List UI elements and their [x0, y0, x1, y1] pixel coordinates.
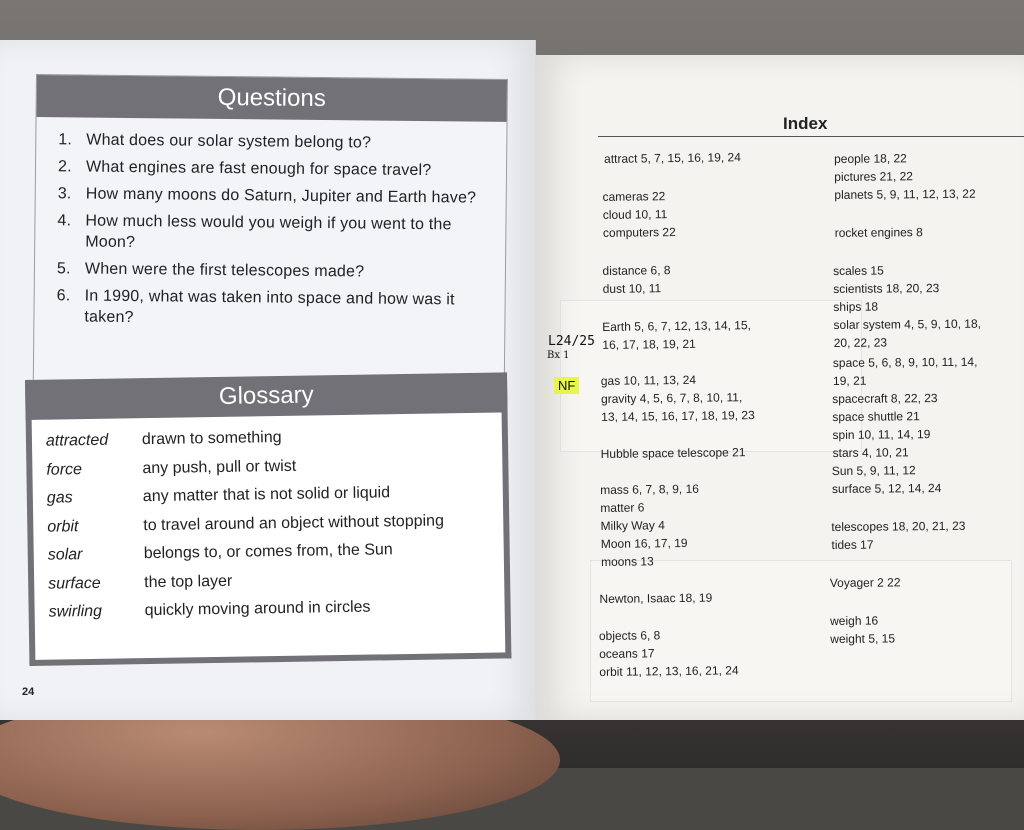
question-number: 6.	[56, 287, 71, 305]
index-entry: objects 6, 8	[598, 628, 661, 643]
glossary-box	[25, 372, 511, 666]
glossary-definition: any matter that is not solid or liquid	[142, 484, 391, 506]
glossary-entries	[32, 413, 505, 628]
index-entry: tides 17	[831, 537, 874, 552]
question-item	[58, 129, 496, 155]
index-entry: cameras 22	[602, 189, 666, 204]
question-text: When were the first telescopes made?	[84, 260, 365, 281]
index-entry: gravity 4, 5, 6, 7, 8, 10, 11,	[600, 390, 743, 406]
index-entry: 20, 22, 23	[833, 335, 888, 350]
index-rule	[598, 136, 1024, 137]
glossary-entry	[34, 591, 504, 627]
index-entry: ships 18	[833, 299, 879, 314]
page-number: 24	[22, 686, 35, 698]
index-entry: matter 6	[600, 500, 645, 515]
glossary-term: surface	[48, 574, 101, 593]
question-number: 1.	[58, 131, 73, 149]
question-text: How much less would you weigh if you went to the Moon?	[85, 212, 452, 252]
index-entry: stars 4, 10, 21	[832, 445, 909, 460]
index-entry: computers 22	[602, 225, 676, 240]
index-entry: scales 15	[832, 263, 884, 278]
index-entry: scientists 18, 20, 23	[833, 281, 940, 296]
index-entry: Newton, Isaac 18, 19	[599, 590, 713, 606]
index-entry: distance 6, 8	[602, 263, 671, 278]
question-item	[57, 258, 495, 284]
index-entry: mass 6, 7, 8, 9, 16	[600, 481, 699, 497]
index-entry: Voyager 2 22	[829, 575, 901, 590]
question-item	[58, 183, 496, 209]
index-entry: cloud 10, 11	[602, 207, 668, 222]
index-entry: Sun 5, 9, 11, 12	[831, 463, 916, 478]
index-entry: moons 13	[600, 554, 654, 569]
index-entry: dust 10, 11	[602, 281, 662, 296]
index-entry: spin 10, 11, 14, 19	[832, 427, 931, 442]
question-number: 4.	[57, 212, 72, 230]
index-entry: 19, 21	[832, 373, 867, 388]
index-entry: weight 5, 15	[830, 631, 896, 646]
glossary-definition: belongs to, or comes from, the Sun	[143, 541, 393, 563]
index-entry: Earth 5, 6, 7, 12, 13, 14, 15,	[602, 318, 752, 334]
index-entry: spacecraft 8, 22, 23	[832, 391, 938, 406]
questions-title: Questions	[37, 75, 507, 122]
glossary-definition: drawn to something	[141, 429, 282, 449]
glossary-term: gas	[46, 489, 73, 507]
glossary-term: orbit	[47, 517, 79, 536]
question-item	[56, 285, 494, 332]
question-item	[57, 210, 495, 257]
question-text: What does our solar system belong to?	[86, 131, 372, 152]
index-entry: rocket engines 8	[834, 225, 923, 240]
index-entry: Milky Way 4	[600, 518, 665, 533]
index-entry: oceans 17	[599, 646, 655, 661]
glossary-term: solar	[47, 546, 83, 564]
index-entry: surface 5, 12, 14, 24	[831, 481, 942, 496]
glossary-term: attracted	[45, 431, 109, 450]
question-text: How many moons do Saturn, Jupiter and Earth have?	[85, 185, 477, 207]
glossary-definition: to travel around an object without stopping	[143, 512, 445, 534]
index-entry: Moon 16, 17, 19	[600, 535, 688, 551]
glossary-definition: quickly moving around in circles	[144, 598, 371, 620]
question-number: 3.	[57, 185, 72, 203]
question-item	[58, 156, 496, 182]
index-entry: 16, 17, 18, 19, 21	[602, 336, 696, 352]
question-text: In 1990, what was taken into space and how was it taken?	[84, 287, 455, 327]
question-text: What engines are fast enough for space travel?	[85, 158, 432, 180]
glossary-definition: the top layer	[144, 572, 233, 591]
index-entry: space 5, 6, 8, 9, 10, 11, 14,	[832, 354, 978, 370]
index-entry: space shuttle 21	[832, 409, 920, 424]
index-title: Index	[783, 114, 828, 133]
glossary-term: force	[46, 460, 83, 479]
questions-box	[33, 74, 508, 386]
index-entry: orbit 11, 12, 13, 16, 21, 24	[599, 663, 739, 679]
handwritten-level-note: L24/25	[548, 334, 595, 349]
index-entry: telescopes 18, 20, 21, 23	[831, 518, 966, 534]
index-entry: Hubble space telescope 21	[600, 445, 746, 461]
index-entry: 13, 14, 15, 16, 17, 18, 19, 23	[601, 408, 755, 424]
glossary-definition: any push, pull or twist	[142, 457, 297, 477]
nf-highlight-label: NF	[554, 377, 579, 394]
handwritten-box-note: Bx 1	[547, 350, 570, 361]
index-entry: planets 5, 9, 11, 12, 13, 22	[834, 186, 976, 202]
index-entry: pictures 21, 22	[834, 169, 914, 184]
index-entry: solar system 4, 5, 9, 10, 18,	[833, 316, 981, 332]
glossary-term: swirling	[48, 603, 103, 621]
index-entry: gas 10, 11, 13, 24	[600, 372, 697, 388]
questions-list	[34, 129, 506, 332]
index-entry: weigh 16	[830, 613, 879, 628]
index-entry: attract 5, 7, 15, 16, 19, 24	[604, 150, 741, 166]
question-number: 2.	[57, 158, 72, 176]
index-entry: people 18, 22	[834, 151, 907, 166]
question-number: 5.	[56, 260, 71, 278]
glossary-title: Glossary	[25, 372, 508, 420]
